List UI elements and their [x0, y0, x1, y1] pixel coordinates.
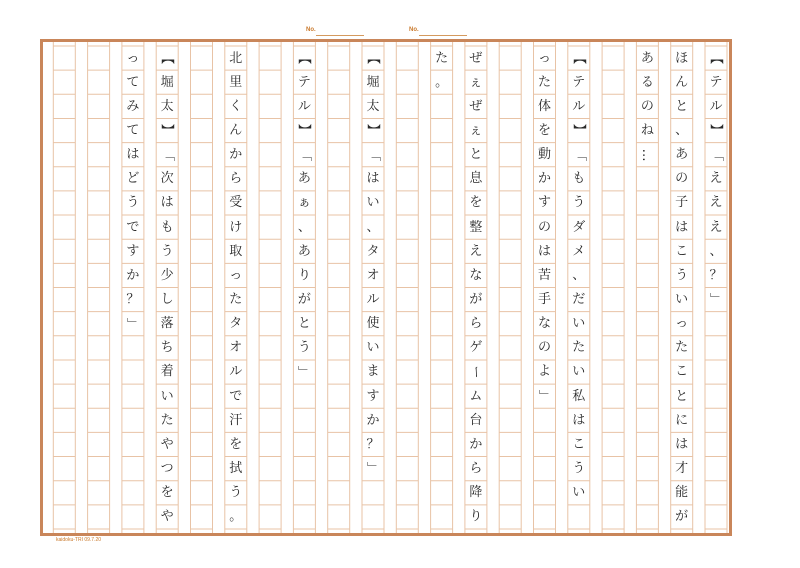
manuscript-character: 「 [159, 148, 175, 162]
manuscript-character: ん [229, 122, 243, 138]
manuscript-character: 着 [160, 364, 174, 380]
manuscript-character: え [709, 219, 723, 235]
manuscript-character: は [160, 195, 174, 211]
manuscript-character: 「 [296, 148, 312, 162]
manuscript-character: 】 [296, 123, 312, 137]
manuscript-character: 汗 [229, 412, 243, 428]
manuscript-character: が [675, 509, 689, 525]
manuscript-character: た [435, 50, 449, 66]
manuscript-character: 】 [708, 123, 724, 137]
manuscript-character: あ [640, 50, 654, 66]
manuscript-character: ？ [126, 291, 140, 307]
manuscript-character: オ [229, 340, 243, 356]
manuscript-character: い [160, 388, 174, 404]
manuscript-character: 】 [571, 123, 587, 137]
manuscript-character: う [297, 340, 311, 356]
manuscript-character: 【 [365, 51, 381, 65]
manuscript-character: ち [160, 340, 174, 356]
manuscript-character: 太 [160, 98, 174, 114]
text-column [671, 46, 693, 529]
manuscript-character: の [640, 98, 654, 114]
manuscript-character: は [126, 147, 140, 163]
manuscript-character: 取 [229, 243, 243, 259]
text-column [156, 46, 178, 529]
manuscript-character: オ [366, 267, 380, 283]
manuscript-character: た [537, 74, 551, 90]
number-label-2: No. [409, 27, 419, 33]
manuscript-character: い [366, 340, 380, 356]
manuscript-character: ぇ [469, 122, 483, 138]
manuscript-character: 落 [160, 316, 174, 332]
manuscript-character: ぜ [469, 50, 483, 66]
manuscript-character: も [160, 219, 174, 235]
manuscript-character: と [675, 98, 689, 114]
manuscript-character: は [675, 219, 689, 235]
manuscript-character: 私 [572, 388, 586, 404]
manuscript-character: は [366, 171, 380, 187]
manuscript-character: も [572, 171, 586, 187]
manuscript-character: い [366, 195, 380, 211]
text-column [465, 46, 487, 529]
manuscript-character: 体 [537, 98, 551, 114]
manuscript-character: う [160, 243, 174, 259]
manuscript-character: や [160, 509, 174, 525]
manuscript-character: う [229, 485, 243, 501]
text-column [636, 46, 658, 167]
manuscript-character: 【 [708, 51, 724, 65]
manuscript-character: る [640, 74, 654, 90]
manuscript-character: に [675, 412, 689, 428]
manuscript-character: で [126, 219, 140, 235]
text-column [431, 46, 453, 94]
manuscript-character: 手 [537, 291, 551, 307]
manuscript-character: あ [297, 171, 311, 187]
manuscript-character: て [126, 122, 140, 138]
number-line-2 [419, 35, 467, 36]
manuscript-character: た [675, 340, 689, 356]
manuscript-character: 才 [675, 460, 689, 476]
manuscript-character: 少 [160, 267, 174, 283]
manuscript-character: ぇ [469, 74, 483, 90]
manuscript-character: つ [160, 460, 174, 476]
manuscript-character: 】 [365, 123, 381, 137]
manuscript-character: よ [537, 364, 551, 380]
manuscript-character: ん [675, 74, 689, 90]
manuscript-character: ル [366, 291, 380, 307]
manuscript-character: あ [675, 147, 689, 163]
manuscript-character: し [160, 291, 174, 307]
manuscript-character: を [160, 485, 174, 501]
manuscript-character: う [572, 460, 586, 476]
manuscript-character: 、 [572, 267, 586, 283]
manuscript-character: か [366, 412, 380, 428]
text-column [293, 46, 315, 384]
manuscript-character: み [126, 98, 140, 114]
manuscript-character: う [126, 195, 140, 211]
manuscript-character: ぜ [469, 98, 483, 114]
manuscript-character: タ [229, 316, 243, 332]
manuscript-character: こ [675, 243, 689, 259]
manuscript-character: 里 [229, 74, 243, 90]
manuscript-character: あ [297, 243, 311, 259]
manuscript-character: 拭 [229, 460, 243, 476]
manuscript-character: な [537, 316, 551, 332]
text-column [705, 46, 727, 312]
manuscript-character: が [297, 291, 311, 307]
manuscript-character: 太 [366, 98, 380, 114]
manuscript-character: 子 [675, 195, 689, 211]
manuscript-character: い [572, 485, 586, 501]
manuscript-character: か [229, 147, 243, 163]
manuscript-character: 【 [296, 51, 312, 65]
manuscript-character: 、 [366, 219, 380, 235]
manuscript-character: た [229, 291, 243, 307]
manuscript-character: 北 [229, 50, 243, 66]
text-column [122, 46, 144, 336]
manuscript-character: や [160, 436, 174, 452]
text-column [534, 46, 556, 408]
manuscript-character: 、 [297, 219, 311, 235]
manuscript-character: 堀 [366, 74, 380, 90]
manuscript-character: ど [126, 171, 140, 187]
manuscript-character: ダ [572, 219, 586, 235]
manuscript-grid [43, 42, 729, 533]
manuscript-character: 次 [160, 171, 174, 187]
manuscript-character: 」 [537, 389, 553, 403]
manuscript-character: っ [675, 316, 689, 332]
manuscript-character: を [229, 436, 243, 452]
manuscript-character: と [469, 147, 483, 163]
manuscript-character: い [675, 291, 689, 307]
manuscript-character: 【 [159, 51, 175, 65]
manuscript-character: り [469, 509, 483, 525]
manuscript-character: ル [709, 98, 723, 114]
manuscript-character: え [709, 195, 723, 211]
text-column [362, 46, 384, 481]
manuscript-character: か [537, 171, 551, 187]
manuscript-character: い [572, 316, 586, 332]
manuscript-character: 】 [159, 123, 175, 137]
manuscript-character: う [572, 195, 586, 211]
manuscript-character: っ [229, 267, 243, 283]
manuscript-character: ら [469, 460, 483, 476]
manuscript-character: 「 [571, 148, 587, 162]
footer-code: kaidoku-TRI 09.7.20 [56, 537, 102, 543]
manuscript-character: ル [229, 364, 243, 380]
manuscript-character: く [229, 98, 243, 114]
manuscript-character: が [469, 291, 483, 307]
manuscript-character: を [537, 122, 551, 138]
manuscript-character: っ [537, 50, 551, 66]
manuscript-character: 、 [709, 243, 723, 259]
manuscript-character: 能 [675, 485, 689, 501]
manuscript-character: と [297, 316, 311, 332]
manuscript-character: ら [469, 316, 483, 332]
number-line-1 [316, 35, 364, 36]
manuscript-character: か [126, 267, 140, 283]
manuscript-character: で [229, 388, 243, 404]
manuscript-character: す [366, 388, 380, 404]
manuscript-character: ゲ [469, 340, 483, 356]
manuscript-character: メ [572, 243, 586, 259]
manuscript-character: は [572, 412, 586, 428]
manuscript-character: 」 [296, 365, 312, 379]
manuscript-character: と [675, 388, 689, 404]
manuscript-character: ？ [709, 267, 723, 283]
manuscript-character: は [675, 436, 689, 452]
manuscript-character: 使 [366, 316, 380, 332]
manuscript-character: り [297, 267, 311, 283]
manuscript-character: 台 [469, 412, 483, 428]
manuscript-character: 【 [571, 51, 587, 65]
manuscript-character: 。 [435, 74, 449, 90]
manuscript-character: ル [297, 98, 311, 114]
manuscript-character: テ [297, 74, 311, 90]
manuscript-character: の [537, 340, 551, 356]
manuscript-character: 苦 [537, 267, 551, 283]
manuscript-character: ル [572, 98, 586, 114]
manuscript-character: ム [469, 388, 483, 404]
manuscript-character: う [675, 267, 689, 283]
manuscript-character: ぁ [297, 195, 311, 211]
manuscript-character: ら [229, 171, 243, 187]
manuscript-character: 」 [125, 317, 141, 331]
manuscript-character: っ [126, 50, 140, 66]
manuscript-character: え [709, 171, 723, 187]
manuscript-character: 」 [708, 292, 724, 306]
manuscript-character: ？ [366, 436, 380, 452]
manuscript-character: の [537, 219, 551, 235]
manuscript-character: な [469, 267, 483, 283]
manuscript-character: 息 [469, 171, 483, 187]
manuscript-character: タ [366, 243, 380, 259]
manuscript-character: ほ [675, 50, 689, 66]
manuscript-character: は [537, 243, 551, 259]
manuscript-character: を [469, 195, 483, 211]
text-column [225, 46, 247, 529]
manuscript-character: 堀 [160, 74, 174, 90]
manuscript-character: 受 [229, 195, 243, 211]
manuscript-character: か [469, 436, 483, 452]
manuscript-character: 。 [229, 509, 243, 525]
manuscript-character: ね [640, 122, 654, 138]
manuscript-character: の [675, 171, 689, 187]
manuscript-character: 、 [675, 122, 689, 138]
manuscript-character: テ [572, 74, 586, 90]
manuscript-character: こ [675, 364, 689, 380]
manuscript-character: 「 [708, 148, 724, 162]
manuscript-character: ー [468, 365, 484, 379]
manuscript-character: す [537, 195, 551, 211]
manuscript-character: テ [709, 74, 723, 90]
manuscript-character: け [229, 219, 243, 235]
manuscript-character: す [126, 243, 140, 259]
number-label-1: No. [306, 27, 316, 33]
manuscript-character: 降 [469, 485, 483, 501]
manuscript-character: 動 [537, 147, 551, 163]
text-column [568, 46, 590, 505]
manuscript-character: 整 [469, 219, 483, 235]
manuscript-character: だ [572, 291, 586, 307]
manuscript-character: こ [572, 436, 586, 452]
manuscript-paper [40, 39, 732, 536]
manuscript-character: ま [366, 364, 380, 380]
manuscript-character: 」 [365, 461, 381, 475]
manuscript-character: た [160, 412, 174, 428]
manuscript-character: … [639, 148, 655, 162]
manuscript-character: た [572, 340, 586, 356]
manuscript-character: て [126, 74, 140, 90]
manuscript-character: い [572, 364, 586, 380]
manuscript-character: 「 [365, 148, 381, 162]
manuscript-character: え [469, 243, 483, 259]
